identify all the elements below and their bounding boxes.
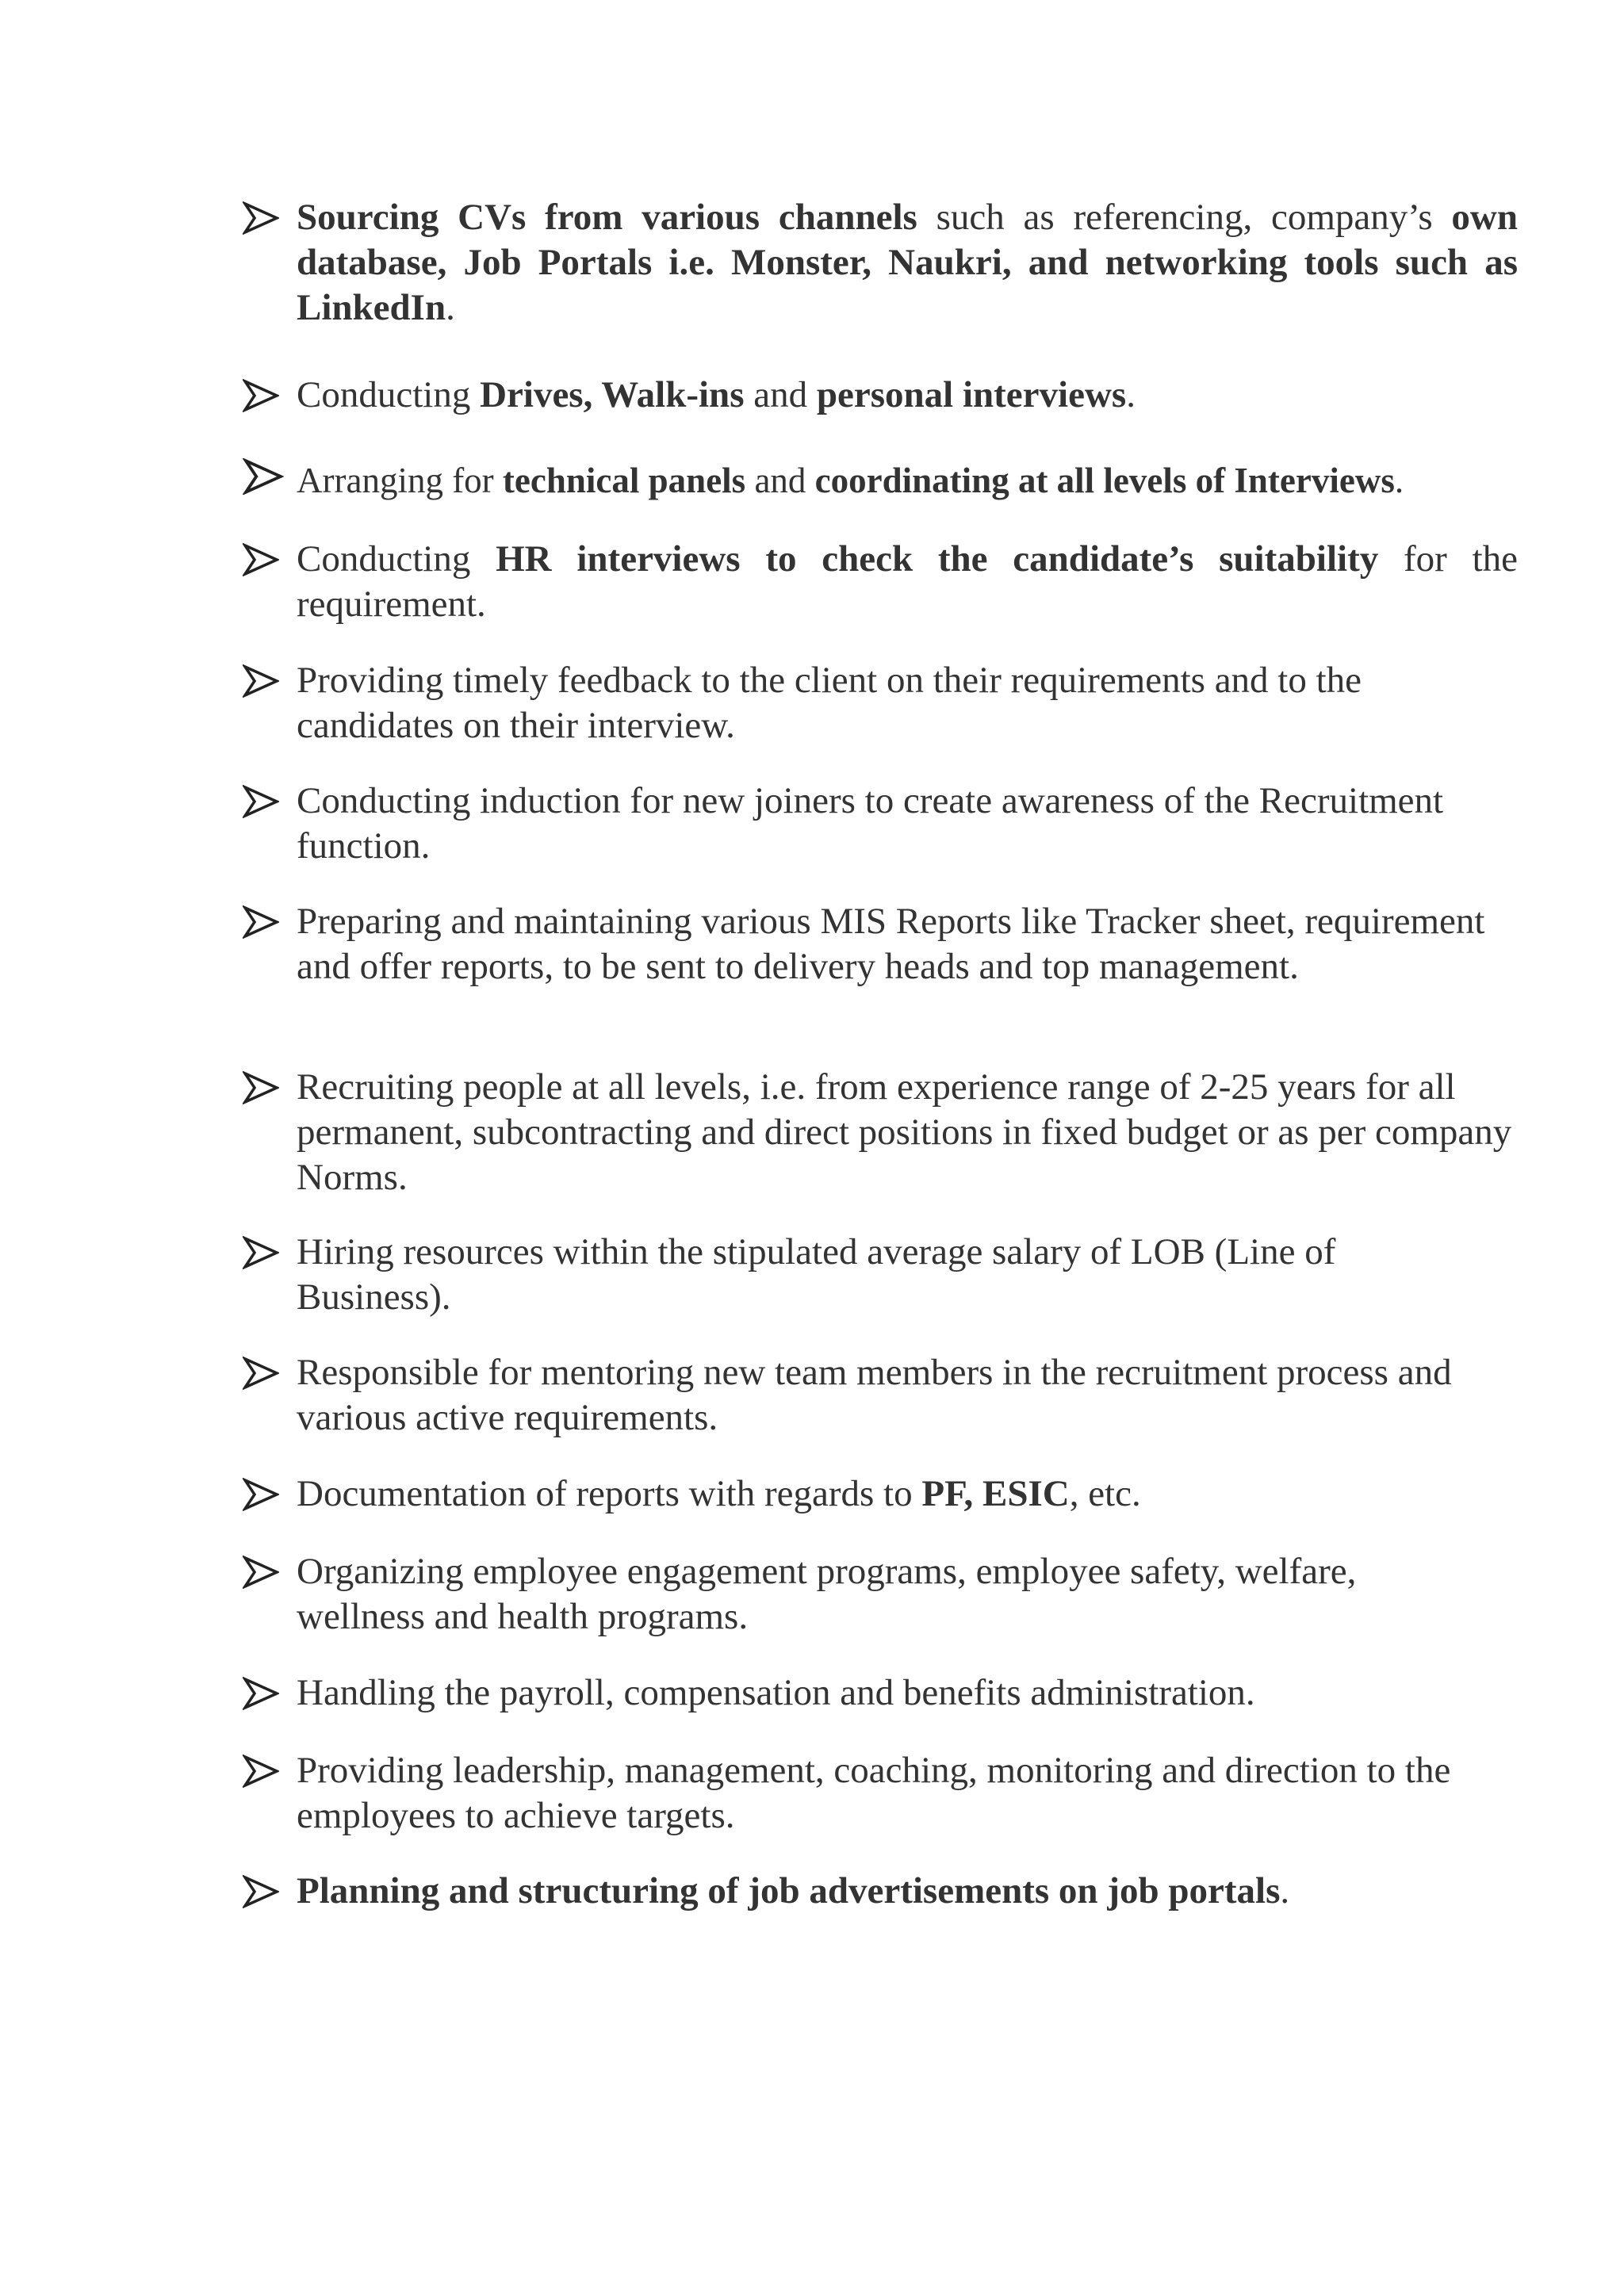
- arrow-bullet-icon: [243, 1755, 279, 1788]
- bullet-text-regular: Arranging for: [297, 461, 503, 500]
- bullet-text-regular: for the requirement.: [297, 538, 1518, 625]
- bullet-text-bold: Planning and structuring of job advertisements on job portals: [297, 1870, 1281, 1911]
- bullet-text-bold: PF, ESIC: [921, 1473, 1070, 1514]
- bullet-text-regular: Documentation of reports with regards to: [297, 1473, 922, 1514]
- bullet-text-bold: coordinating at all levels of Interviews: [814, 461, 1395, 500]
- arrow-bullet-icon: [243, 1875, 279, 1908]
- arrow-bullet-icon: [243, 458, 284, 495]
- arrow-bullet-icon: [243, 379, 279, 412]
- bullet-text-regular: .: [446, 287, 455, 328]
- arrow-bullet-icon: [243, 905, 279, 939]
- bullet-text-regular: and: [744, 374, 817, 415]
- bullet-text: [297, 1350, 1518, 1441]
- arrow-bullet-icon: [243, 785, 279, 818]
- bullet-text: [297, 899, 1518, 989]
- bullet-text-regular: Organizing employee engagement programs, employee safety, welfare, wellness and health programs.: [297, 1551, 1357, 1637]
- bullet-text-regular: .: [1280, 1870, 1290, 1911]
- bullet-text: [297, 658, 1518, 748]
- bullet-text: [297, 1065, 1518, 1200]
- bullet-text-bold: Drives, Walk-ins: [480, 374, 745, 415]
- arrow-bullet-icon: [243, 201, 279, 235]
- arrow-bullet-icon: [243, 1357, 279, 1390]
- bullet-text: [297, 1471, 1518, 1517]
- bullet-text: [297, 373, 1518, 418]
- arrow-bullet-icon: [243, 1071, 279, 1104]
- bullet-text-regular: Handling the payroll, compensation and benefits administration.: [297, 1672, 1255, 1713]
- bullet-text-bold: HR interviews to check the candidate’s suitability: [496, 538, 1379, 580]
- bullet-text-regular: Hiring resources within the stipulated average salary of LOB (Line of Business).: [297, 1231, 1336, 1318]
- bullet-text-bold: technical panels: [502, 461, 746, 500]
- bullet-text: [297, 1549, 1423, 1640]
- arrow-bullet-icon: [243, 543, 279, 576]
- arrow-bullet-icon: [243, 664, 279, 698]
- bullet-text: [297, 779, 1518, 869]
- bullet-text: [297, 458, 1518, 503]
- bullet-text: [297, 1869, 1518, 1914]
- bullet-text-regular: Conducting: [297, 374, 481, 415]
- bullet-text-regular: Preparing and maintaining various MIS Reports like Tracker sheet, requirement and offer reports, to be sent to delivery heads and top management.: [297, 901, 1485, 987]
- bullet-text-bold: own database, Job Portals i.e. Monster, Naukri, and networking tools such as LinkedIn: [297, 197, 1518, 328]
- arrow-bullet-icon: [243, 1556, 279, 1589]
- bullet-text-regular: Recruiting people at all levels, i.e. from experience range of 2-25 years for all permanent, subcontracting and direct positions in fixed budget or as per company Norms.: [297, 1066, 1512, 1198]
- bullet-text-regular: and: [745, 461, 815, 500]
- bullet-text-regular: Responsible for mentoring new team members in the recruitment process and various active requirements.: [297, 1352, 1452, 1438]
- bullet-text-bold: personal interviews: [816, 374, 1127, 415]
- bullet-text: [297, 195, 1518, 331]
- bullet-text-regular: Providing timely feedback to the client on their requirements and to the candidates on their interview.: [297, 660, 1362, 746]
- bullet-text-bold: Sourcing CVs from various channels: [297, 197, 917, 238]
- bullet-text: [297, 1670, 1518, 1716]
- bullet-text-regular: Providing leadership, management, coaching, monitoring and direction to the employees to achieve targets.: [297, 1750, 1451, 1836]
- bullet-text: [297, 1230, 1431, 1320]
- bullet-text-regular: , etc.: [1069, 1473, 1141, 1514]
- arrow-bullet-icon: [243, 1677, 279, 1710]
- arrow-bullet-icon: [243, 1478, 279, 1511]
- arrow-bullet-icon: [243, 1236, 279, 1269]
- bullet-text-regular: Conducting: [297, 538, 496, 580]
- bullet-text-regular: such as referencing, company’s: [917, 197, 1452, 238]
- bullet-text-regular: Conducting induction for new joiners to create awareness of the Recruitment function.: [297, 780, 1444, 867]
- bullet-text-regular: .: [1394, 461, 1404, 500]
- bullet-text: [297, 1748, 1518, 1839]
- bullet-text-regular: .: [1126, 374, 1136, 415]
- bullet-text: [297, 537, 1518, 627]
